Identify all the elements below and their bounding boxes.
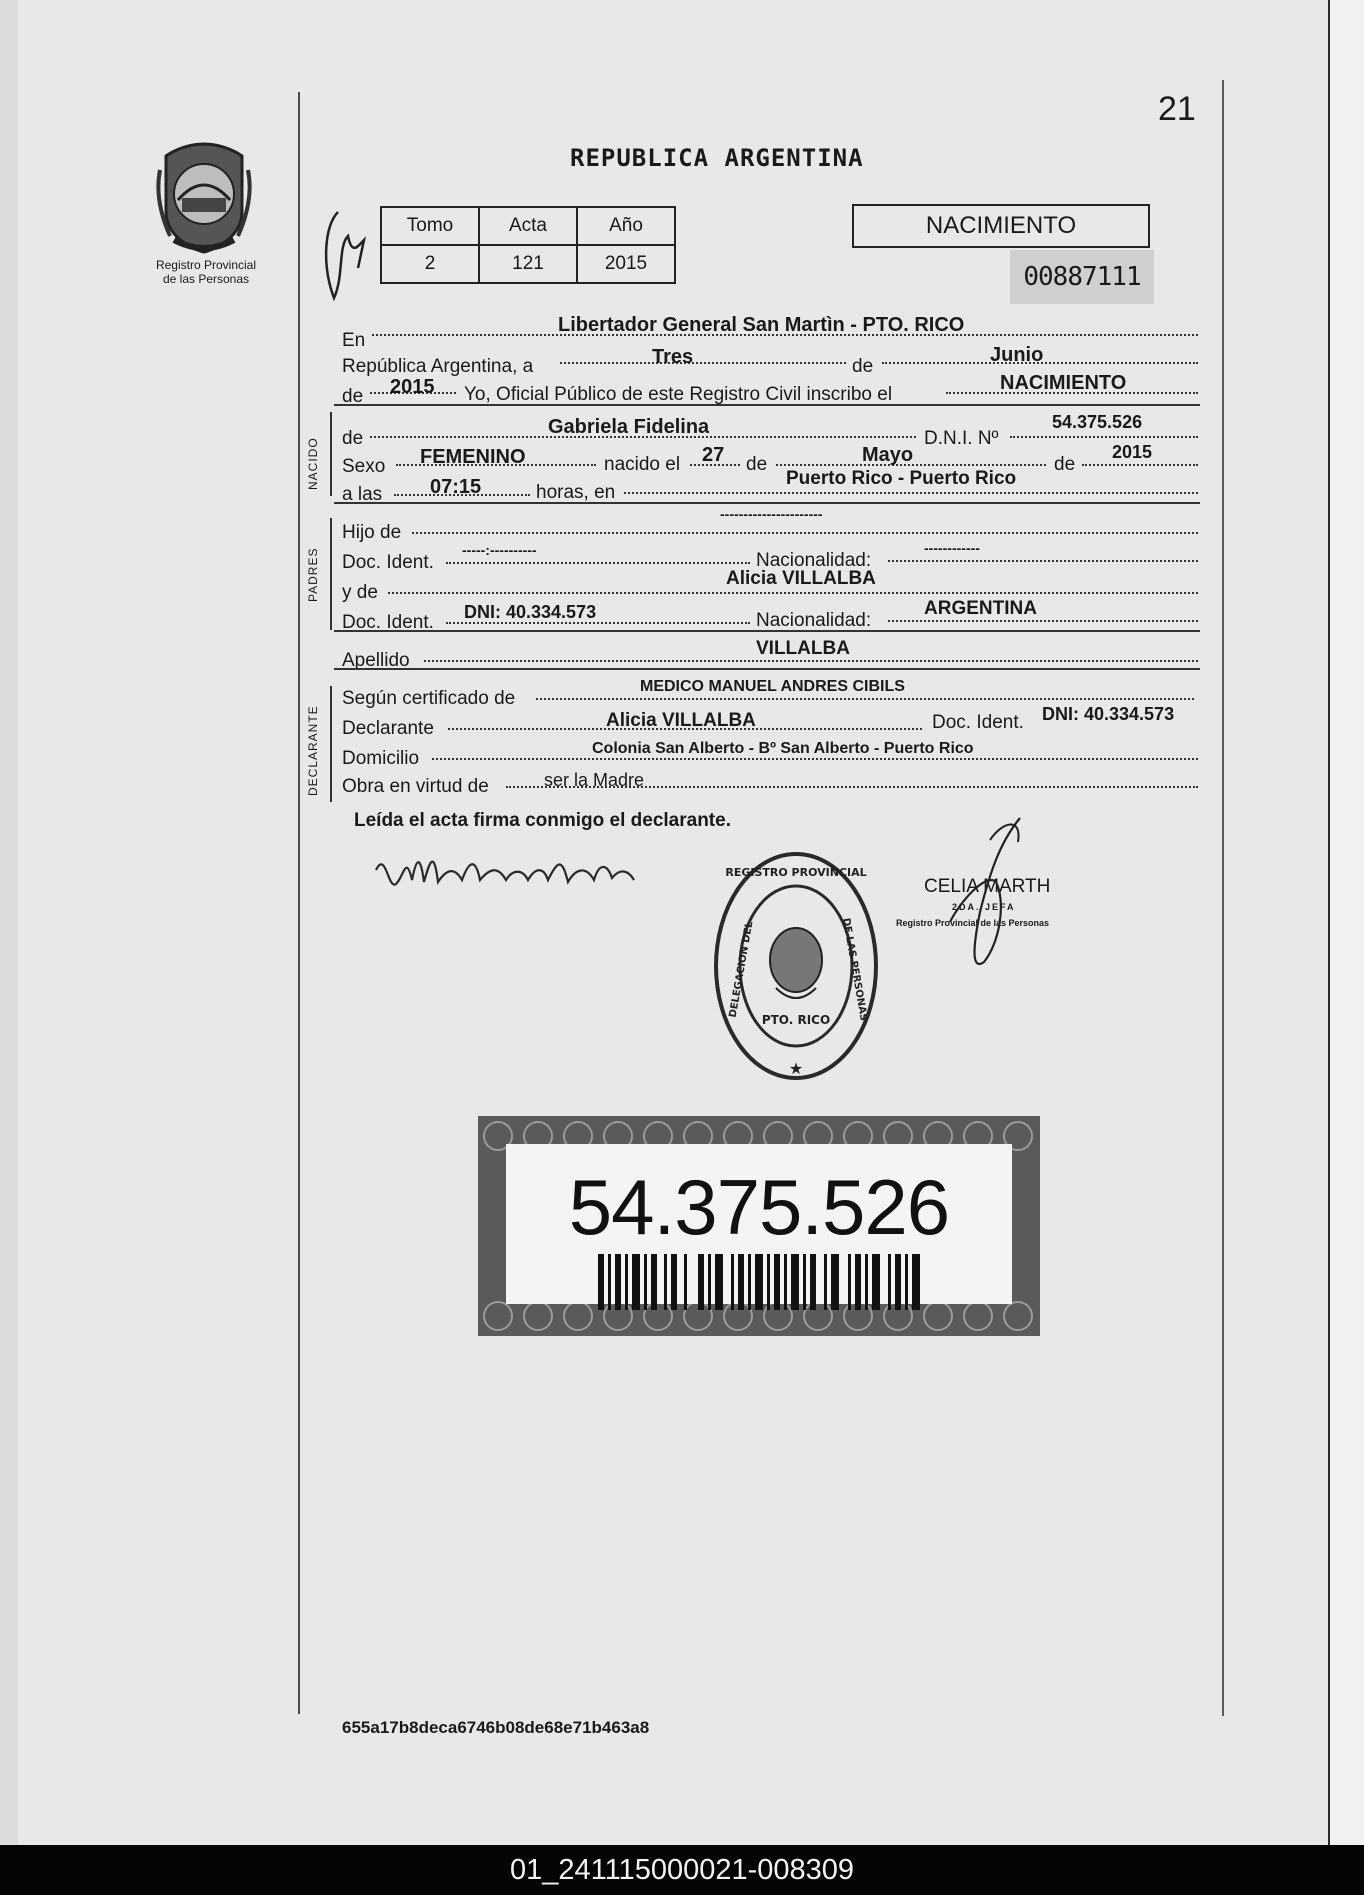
obra-value: ser la Madre (544, 770, 645, 790)
act-type-value: NACIMIENTO (1000, 372, 1127, 394)
child-name: Gabriela Fidelina (548, 416, 710, 438)
dni-sticker-number: 54.375.526 (568, 1163, 950, 1251)
month-value: Junio (990, 344, 1044, 366)
declarante-doc-label: Doc. Ident. (932, 712, 1024, 733)
right-margin-line (1222, 80, 1224, 1716)
birth-day: 27 (702, 444, 725, 466)
inscribe-text: Yo, Oficial Público de este Registro Civil inscribo el (464, 384, 893, 405)
dotted-line (888, 560, 1198, 562)
initials-scribble (318, 206, 378, 311)
record-table-values (381, 245, 675, 283)
en-label: En (342, 330, 366, 351)
horas-label: horas, en (536, 482, 616, 503)
de2-label: de (342, 386, 364, 407)
nacido-section-label: NACIDO (306, 437, 320, 490)
header-acta: Acta (479, 207, 577, 245)
page-edge (1328, 0, 1364, 1845)
dotted-line (412, 532, 1198, 534)
section-bracket (330, 518, 332, 630)
section-bracket (330, 412, 332, 496)
apellido-value: VILLALBA (756, 638, 850, 659)
republica-label: República Argentina, a (342, 356, 534, 377)
father-nationality-label: Nacionalidad: (756, 550, 872, 571)
record-table (380, 206, 676, 284)
section-bracket (330, 686, 332, 802)
declarante-doc: DNI: 40.334.573 (1042, 704, 1175, 724)
sexo-value: FEMENINO (420, 446, 526, 468)
registry-label (136, 258, 276, 286)
barcode (598, 1254, 928, 1315)
father-nationality: ------------ (924, 540, 980, 556)
declarante-section-label: DECLARANTE (306, 705, 320, 796)
declarant-signature (372, 840, 652, 905)
header-tomo: Tomo (381, 207, 479, 245)
svg-text:DELEGACION DEL: DELEGACION DEL (727, 920, 756, 1019)
place-value: Libertador General San Martìn - PTO. RICO (558, 314, 965, 336)
declarante-value: Alicia VILLALBA (606, 710, 756, 731)
dotted-line (536, 698, 1194, 700)
dni-sticker (478, 1116, 1040, 1336)
father-doc-label: Doc. Ident. (342, 552, 434, 573)
child-dni: 54.375.526 (1052, 412, 1143, 432)
hijo-de-label: Hijo de (342, 522, 402, 543)
official-role: 2DA. JEFA (952, 902, 1016, 912)
section-separator (334, 502, 1200, 504)
registry-label-line1: Registro Provincial (155, 258, 257, 272)
birth-year: 2015 (1112, 442, 1153, 462)
y-de-label: y de (342, 582, 378, 603)
svg-text:REGISTRO PROVINCIAL: REGISTRO PROVINCIAL (725, 866, 867, 879)
value-acta: 121 (479, 245, 577, 283)
apellido-label: Apellido (342, 650, 410, 671)
de-label-2: de (746, 454, 768, 475)
dotted-line (560, 362, 846, 364)
birth-month: Mayo (862, 444, 914, 466)
page-number: 21 (1158, 90, 1196, 128)
year-value: 2015 (390, 376, 435, 398)
dotted-line (1010, 436, 1198, 438)
obra-label: Obra en virtud de (342, 776, 489, 797)
day-value: Tres (652, 346, 694, 368)
mother-nationality: ARGENTINA (924, 598, 1037, 619)
section-separator (334, 404, 1200, 406)
mother-nationality-label: Nacionalidad: (756, 610, 872, 631)
record-table-header (381, 207, 675, 245)
padres-section-label: PADRES (306, 547, 320, 602)
cert-label: Según certificado de (342, 688, 516, 709)
domicilio-label: Domicilio (342, 748, 420, 769)
father-name: ---------------------- (720, 506, 823, 522)
mother-doc: DNI: 40.334.573 (464, 602, 597, 622)
value-tomo: 2 (381, 245, 479, 283)
svg-text:DE LAS PERSONAS: DE LAS PERSONAS (839, 917, 869, 1022)
nacido-el-label: nacido el (604, 454, 681, 475)
closing-statement: Leída el acta firma conmigo el declarante. (354, 810, 731, 831)
dotted-line (888, 620, 1198, 622)
dotted-line (388, 592, 1198, 594)
document-title: REPUBLICA ARGENTINA (570, 144, 864, 172)
section-separator (334, 630, 1200, 632)
dotted-line (624, 492, 1198, 494)
dotted-line (432, 758, 1198, 760)
official-org: Registro Provincial de las Personas (896, 918, 1050, 928)
dni-label: D.N.I. Nº (924, 428, 999, 449)
cert-value: MEDICO MANUEL ANDRES CIBILS (640, 678, 905, 695)
mother-doc-label: Doc. Ident. (342, 612, 434, 633)
footer-bar (0, 1845, 1364, 1895)
svg-text:PTO. RICO: PTO. RICO (761, 1013, 831, 1027)
domicilio-value: Colonia San Alberto - Bº San Alberto - Puerto Rico (592, 740, 974, 757)
birth-place: Puerto Rico - Puerto Rico (786, 468, 1017, 489)
father-doc: -----:---------- (462, 542, 537, 558)
sexo-label: Sexo (342, 456, 386, 477)
official-name: CELIA MARTH (924, 876, 1051, 897)
dotted-line (424, 660, 1198, 662)
document-hash: 655a17b8deca6746b08de68e71b463a8 (342, 1718, 650, 1737)
birth-time: 07:15 (430, 476, 482, 498)
section-separator (334, 668, 1200, 670)
official-seal-stamp (706, 838, 896, 1099)
mother-name: Alicia VILLALBA (726, 568, 876, 589)
de-label-3: de (1054, 454, 1076, 475)
footer-code: 01_241115000021-008309 (509, 1854, 855, 1886)
de-label: de (852, 356, 874, 377)
declarante-label: Declarante (342, 718, 434, 739)
dotted-line (446, 562, 750, 564)
header-ano: Año (577, 207, 675, 245)
official-signature (930, 812, 1040, 987)
registry-label-line2: de las Personas (162, 272, 250, 286)
dni-sticker-inner (506, 1144, 1012, 1304)
serial-number: 00887111 (1010, 250, 1154, 304)
left-margin-line (298, 92, 300, 1714)
a-las-label: a las (342, 484, 383, 505)
province-shield-logo (152, 140, 256, 256)
value-ano: 2015 (577, 245, 675, 283)
nacido-de-label: de (342, 428, 364, 449)
doc-type-box: NACIMIENTO (852, 204, 1150, 248)
svg-text:★: ★ (788, 1059, 804, 1078)
dotted-line (1082, 464, 1198, 466)
